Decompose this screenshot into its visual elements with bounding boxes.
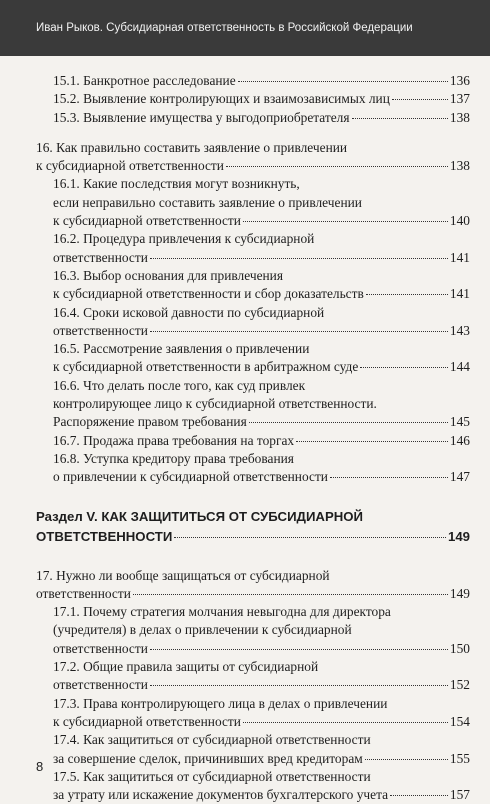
toc-entry-line [36, 621, 470, 639]
dot-leader [243, 220, 448, 222]
toc-entry-text: Распоряжение правом требования [53, 414, 247, 430]
toc-entry-line [36, 72, 470, 90]
dot-leader [352, 117, 448, 119]
toc-entry-text: 16.4. Сроки исковой давности по субсидиарной [53, 304, 325, 320]
toc-entry[interactable] [36, 230, 470, 267]
toc-entry-text: 16.5. Рассмотрение заявления о привлечении [53, 341, 310, 357]
toc-page-number: 141 [449, 249, 470, 265]
toc-page-number: 157 [449, 787, 470, 803]
toc-entry[interactable] [36, 109, 470, 127]
toc-entry-line [36, 249, 470, 267]
toc-entry-text: ОТВЕТСТВЕННОСТИ [36, 528, 173, 544]
toc-entry-line [36, 676, 470, 694]
toc-entry-text: ответственности [53, 677, 148, 693]
toc-entry-line [36, 432, 470, 450]
toc-entry-text: к субсидиарной ответственности и сбор доказательств [53, 286, 364, 302]
dot-leader [296, 440, 448, 442]
toc-entry-line [36, 567, 470, 585]
dot-leader [390, 794, 448, 796]
toc-entry[interactable] [36, 139, 470, 176]
toc-entry-line [36, 267, 470, 285]
dot-leader [243, 721, 448, 723]
toc-entry[interactable] [36, 72, 470, 90]
dot-leader [238, 80, 448, 82]
toc-entry-line [36, 377, 470, 395]
toc-entry-line [36, 157, 470, 175]
toc-entry-text: 15.3. Выявление имущества у выгодоприобретателя [53, 109, 350, 125]
toc-spacer [36, 487, 470, 507]
toc-entry-line [36, 413, 470, 431]
toc-page-number: 154 [449, 713, 470, 729]
toc-spacer [36, 127, 470, 139]
toc-entry-text: 17.1. Почему стратегия молчания невыгодна для директора [53, 604, 391, 620]
toc-entry-line [36, 230, 470, 248]
toc-page-number: 143 [449, 322, 470, 338]
toc-page-number: 145 [449, 414, 470, 430]
dot-leader [365, 758, 448, 760]
toc-entry[interactable] [36, 731, 470, 768]
toc-entry-text: к субсидиарной ответственности в арбитражном суде [53, 359, 359, 375]
toc-entry-line [36, 750, 470, 768]
toc-entry-line [36, 786, 470, 804]
toc-entry-text: 17.5. Как защититься от субсидиарной ответственности [53, 768, 371, 784]
toc-entry-text: 16.2. Процедура привлечения к субсидиарной [53, 231, 315, 247]
dot-leader [174, 536, 446, 538]
toc-entry-text: к субсидиарной ответственности [53, 713, 241, 729]
toc-entry-line [36, 768, 470, 786]
toc-page-number: 146 [449, 432, 470, 448]
toc-entry-text: 15.2. Выявление контролирующих и взаимозависимых лиц [53, 91, 390, 107]
dot-leader [392, 98, 448, 100]
toc-entry-line [36, 212, 470, 230]
toc-entry[interactable] [36, 567, 470, 604]
toc-entry-text: (учредителя) в делах о привлечении к субсидиарной [53, 622, 352, 638]
toc-entry-line [36, 695, 470, 713]
toc-page-number: 136 [449, 73, 470, 88]
toc-entry-text: 16.3. Выбор основания для привлечения [53, 267, 284, 283]
toc-section-heading[interactable] [36, 507, 470, 547]
toc-entry[interactable] [36, 377, 470, 432]
toc-entry-text: Раздел V. КАК ЗАЩИТИТЬСЯ ОТ СУБСИДИАРНОЙ [36, 508, 364, 524]
toc-entry-line [36, 358, 470, 376]
toc-entry-line [36, 304, 470, 322]
toc-entry-text: контролирующее лицо к субсидиарной ответственности. [53, 396, 377, 412]
toc-page-number: 138 [449, 109, 470, 125]
toc-page-number: 141 [449, 286, 470, 302]
toc-entry-line [36, 109, 470, 127]
dot-leader [360, 366, 448, 368]
page-number: 8 [36, 759, 44, 774]
toc-entry-line [36, 468, 470, 486]
toc-entry-line [36, 603, 470, 621]
toc-entry-text: 16.1. Какие последствия могут возникнуть, [53, 176, 300, 192]
toc-entry-line [36, 450, 470, 468]
toc-entry-line [36, 139, 470, 157]
toc-entry-line [36, 585, 470, 603]
toc-entry-line [36, 395, 470, 413]
toc-page-number: 138 [449, 158, 470, 174]
toc-entry-line [36, 527, 470, 547]
toc-entry-text: ответственности [53, 249, 148, 265]
toc-entry-line [36, 322, 470, 340]
toc-entry[interactable] [36, 695, 470, 732]
toc-entry[interactable] [36, 90, 470, 108]
toc-entry-text: к субсидиарной ответственности [36, 158, 224, 174]
dot-leader [150, 648, 448, 650]
running-header [0, 0, 490, 56]
table-of-contents [36, 72, 470, 804]
toc-entry-text: 15.1. Банкротное расследование [53, 73, 236, 88]
toc-page-number: 155 [449, 750, 470, 766]
toc-spacer [36, 547, 470, 567]
dot-leader [226, 165, 448, 167]
dot-leader [150, 330, 448, 332]
toc-entry[interactable] [36, 304, 470, 341]
dot-leader [150, 684, 448, 686]
running-title: Иван Рыков. Субсидиарная ответственность в Российской Федерации [36, 22, 413, 34]
toc-entry-line [36, 175, 470, 193]
toc-entry-text: за утрату или искажение документов бухгалтерского учета [53, 787, 389, 803]
toc-entry-text: ответственности [53, 640, 148, 656]
toc-entry-text: о привлечении к субсидиарной ответственности [53, 469, 328, 485]
toc-entry[interactable] [36, 267, 470, 304]
toc-page-number: 149 [447, 528, 470, 544]
toc-entry-line [36, 713, 470, 731]
toc-page-number: 149 [449, 585, 470, 601]
toc-entry-text: 16.8. Уступка кредитору права требования [53, 450, 294, 466]
toc-entry-line [36, 194, 470, 212]
toc-entry[interactable] [36, 340, 470, 377]
toc-entry-text: 16.6. Что делать после того, как суд привлек [53, 377, 306, 393]
toc-page-number: 137 [449, 91, 470, 107]
toc-entry[interactable] [36, 603, 470, 658]
toc-entry-text: 17.4. Как защититься от субсидиарной ответственности [53, 732, 371, 748]
toc-entry-text: 17.3. Права контролирующего лица в делах о привлечении [53, 695, 388, 711]
toc-entry-text: ответственности [53, 322, 148, 338]
toc-entry-text: 17.2. Общие правила защиты от субсидиарной [53, 659, 319, 675]
toc-page-number: 150 [449, 640, 470, 656]
toc-entry-text: если неправильно составить заявление о привлечении [53, 194, 362, 210]
dot-leader [330, 476, 448, 478]
toc-entry[interactable] [36, 658, 470, 695]
toc-page-number: 147 [449, 469, 470, 485]
toc-entry-text: 17. Нужно ли вообще защищаться от субсидиарной [36, 567, 330, 583]
dot-leader [366, 293, 448, 295]
toc-entry-text: за совершение сделок, причинивших вред кредиторам [53, 750, 363, 766]
toc-entry-line [36, 658, 470, 676]
toc-entry[interactable] [36, 432, 470, 450]
toc-entry-line [36, 90, 470, 108]
toc-page-number: 152 [449, 677, 470, 693]
toc-entry-line [36, 640, 470, 658]
toc-page-number: 144 [449, 359, 470, 375]
toc-entry-text: к субсидиарной ответственности [53, 213, 241, 229]
toc-page-number: 140 [449, 213, 470, 229]
toc-entry-text: ответственности [36, 585, 131, 601]
toc-entry-line [36, 285, 470, 303]
toc-entry[interactable] [36, 450, 470, 487]
dot-leader [249, 421, 448, 423]
toc-entry-line [36, 731, 470, 749]
toc-entry-line [36, 340, 470, 358]
toc-entry-text: 16. Как правильно составить заявление о привлечении [36, 139, 348, 155]
toc-entry-text: 16.7. Продажа права требования на торгах [53, 432, 295, 448]
dot-leader [133, 593, 448, 595]
dot-leader [150, 257, 448, 259]
toc-entry[interactable] [36, 175, 470, 230]
toc-entry-line [36, 507, 470, 527]
